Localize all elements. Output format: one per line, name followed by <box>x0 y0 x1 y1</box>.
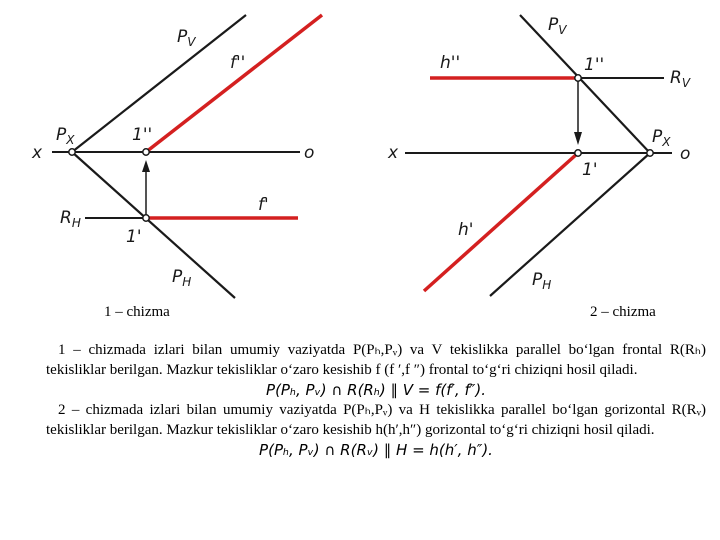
f-frontal-projection-line <box>146 15 322 152</box>
label-1-double-prime: 1'' <box>584 55 605 75</box>
pv-trace-line <box>520 15 650 153</box>
label-pv: $P_V$ <box>548 15 567 37</box>
px-point <box>69 149 75 155</box>
paragraph-2: 2 – chizmada izlari bilan umumiy vaziyatda P(Pₕ,Pᵥ) va H tekislikka parallel bo‘lgan gorizontal R(Rᵥ) tekisliklar berilgan. Mazkur tekisliklar o‘zaro kesishib h(h′,h″) gorizontal to‘g‘ri chiziqni hosil qiladi. <box>46 402 706 438</box>
arrow-head <box>574 132 582 145</box>
px-point <box>647 150 653 156</box>
label-f-double-prime: f'' <box>230 53 246 73</box>
label-pv: $P_V$ <box>177 27 196 49</box>
point-1-frontal <box>575 75 581 81</box>
label-ph: $P_H$ <box>532 270 552 292</box>
point-1-horizontal <box>143 215 149 221</box>
label-h-double-prime: h'' <box>440 53 461 73</box>
label-x: x <box>32 143 43 163</box>
label-o: o <box>680 144 691 164</box>
formula-2: P(Pₕ, Pᵥ) ∩ R(Rᵥ) ∥ H = h(h′, h″). <box>259 441 493 459</box>
label-1-prime: 1' <box>126 227 142 247</box>
formula-1: P(Pₕ, Pᵥ) ∩ R(Rₕ) ∥ V = f(f′, f″). <box>266 381 486 399</box>
label-o: o <box>304 143 315 163</box>
figure-1 <box>31 15 322 298</box>
ph-trace-line <box>72 152 235 298</box>
label-x: x <box>388 143 399 163</box>
label-f-prime: f' <box>258 195 269 215</box>
point-1-frontal <box>143 149 149 155</box>
point-1-horizontal <box>575 150 581 156</box>
arrow-head <box>142 160 150 172</box>
caption-figure-2: 2 – chizma <box>590 304 656 320</box>
label-rh: $R_H$ <box>60 208 81 230</box>
label-ph: $P_H$ <box>172 267 192 289</box>
label-1-double-prime: 1'' <box>132 125 153 145</box>
explanation-text <box>46 340 706 460</box>
label-h-prime: h' <box>458 220 474 240</box>
paragraph-1: 1 – chizmada izlari bilan umumiy vaziyatda P(Pₕ,Pᵥ) va V tekislikka parallel bo‘lgan frontal R(Rₕ) tekisliklar berilgan. Mazkur tekisliklar o‘zaro kesishib f (f ′,f ″) frontal to‘g‘ri chiziqni hosil qiladi. <box>46 342 706 378</box>
label-px: $P_X$ <box>56 125 75 147</box>
ph-trace-line <box>490 153 650 296</box>
pv-trace-line <box>72 15 246 152</box>
label-1-prime: 1' <box>582 160 598 180</box>
h-horizontal-projection-line <box>424 153 578 291</box>
label-px: $P_X$ <box>652 127 671 149</box>
caption-figure-1: 1 – chizma <box>104 304 170 320</box>
figure-2 <box>387 15 691 296</box>
label-rv: $R_V$ <box>670 68 691 90</box>
